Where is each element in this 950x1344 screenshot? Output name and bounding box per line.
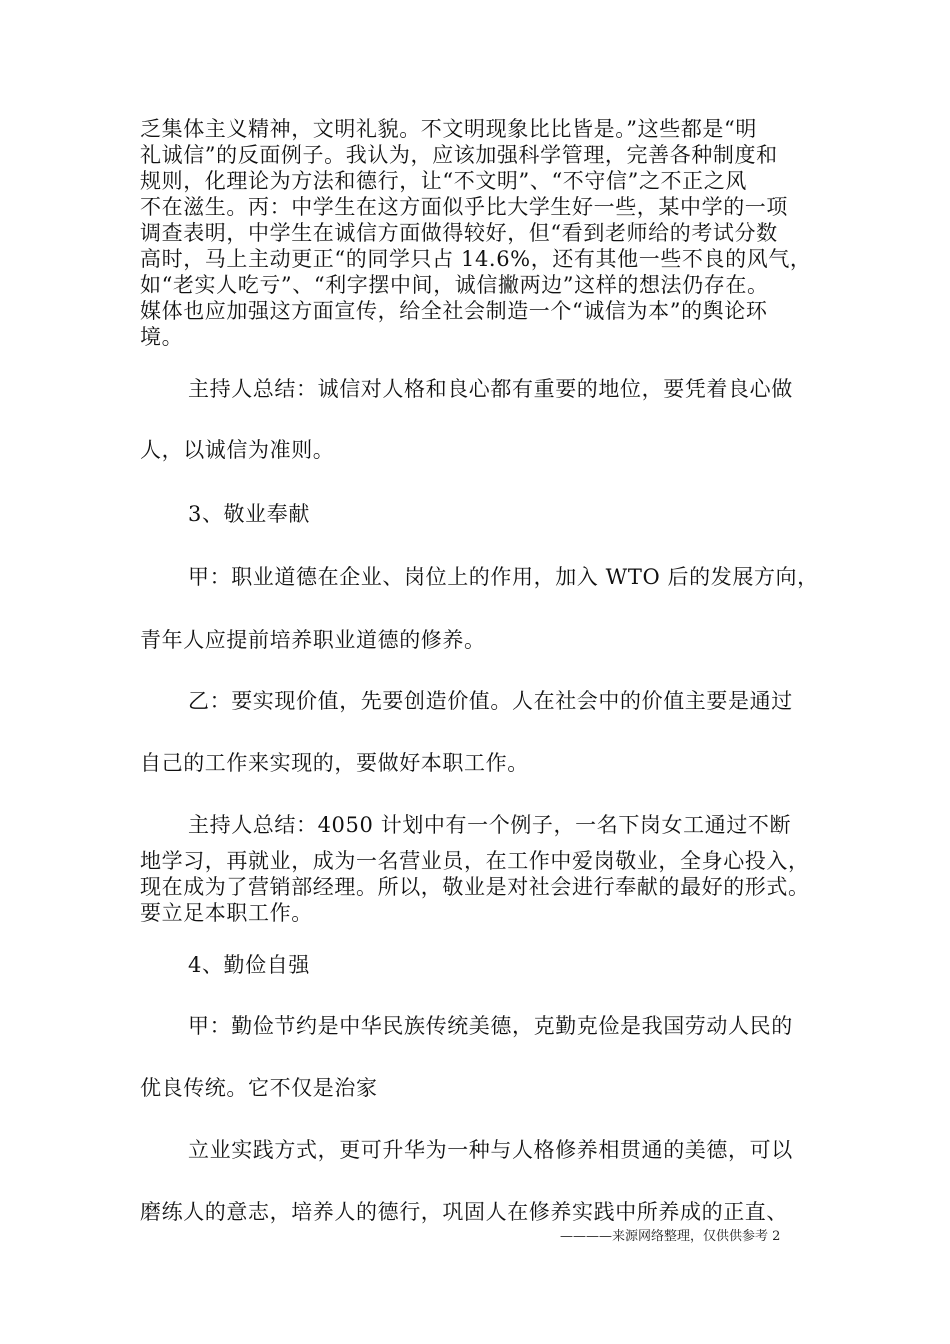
section-heading: 4、勤俭自强 <box>188 953 310 977</box>
paragraph-line: 要立足本职工作。 <box>140 901 313 925</box>
paragraph-line: 自己的工作来实现的，要做好本职工作。 <box>140 751 529 775</box>
paragraph-line: 地学习，再就业，成为一名营业员，在工作中爱岗敬业，全身心投入， <box>140 849 810 873</box>
paragraph-line: 甲：勤俭节约是中华民族传统美德，克勤克俭是我国劳动人民的 <box>188 1014 793 1038</box>
paragraph-line: 如“老实人吃亏”、“利字摆中间，诚信撇两边”这样的想法仍存在。 <box>140 273 769 297</box>
paragraph-line: 优良传统。它不仅是治家 <box>140 1076 378 1100</box>
paragraph-line: 立业实践方式，更可升华为一种与人格修养相贯通的美德，可以 <box>188 1138 793 1162</box>
paragraph-line: 媒体也应加强这方面宣传，给全社会制造一个“诚信为本”的舆论环 <box>140 299 768 323</box>
paragraph-line: 乏集体主义精神，文明礼貌。不文明现象比比皆是。”这些都是“明 <box>140 117 757 141</box>
paragraph-line: 高时，马上主动更正“的同学只占 14.6%，还有其他一些不良的风气， <box>140 247 812 271</box>
section-heading: 3、敬业奉献 <box>188 502 310 526</box>
paragraph-line: 甲：职业道德在企业、岗位上的作用，加入 WTO 后的发展方向， <box>188 565 819 589</box>
paragraph-line: 乙：要实现价值，先要创造价值。人在社会中的价值主要是通过 <box>188 689 793 713</box>
paragraph-line: 青年人应提前培养职业道德的修养。 <box>140 628 486 652</box>
paragraph-line: 磨练人的意志，培养人的德行，巩固人在修养实践中所养成的正直、 <box>140 1200 788 1224</box>
host-summary-line: 主持人总结：诚信对人格和良心都有重要的地位，要凭着良心做 <box>188 377 793 401</box>
host-summary-line: 人，以诚信为准则。 <box>140 438 335 462</box>
host-summary-line: 主持人总结：4050 计划中有一个例子，一名下岗女工通过不断 <box>188 813 792 837</box>
paragraph-line: 不在滋生。丙：中学生在这方面似乎比大学生好一些，某中学的一项 <box>140 195 788 219</box>
paragraph-line: 规则，化理论为方法和德行，让“不文明”、“不守信”之不正之风 <box>140 169 747 193</box>
paragraph-line: 现在成为了营销部经理。所以，敬业是对社会进行奉献的最好的形式。 <box>140 875 810 899</box>
paragraph-line: 境。 <box>140 325 184 349</box>
paragraph-line: 礼诚信”的反面例子。我认为，应该加强科学管理，完善各种制度和 <box>140 143 778 167</box>
page-footer: ————来源网络整理，仅供供参考 2 <box>560 1229 781 1244</box>
paragraph-line: 调查表明，中学生在诚信方面做得较好，但“看到老师给的考试分数 <box>140 221 778 245</box>
